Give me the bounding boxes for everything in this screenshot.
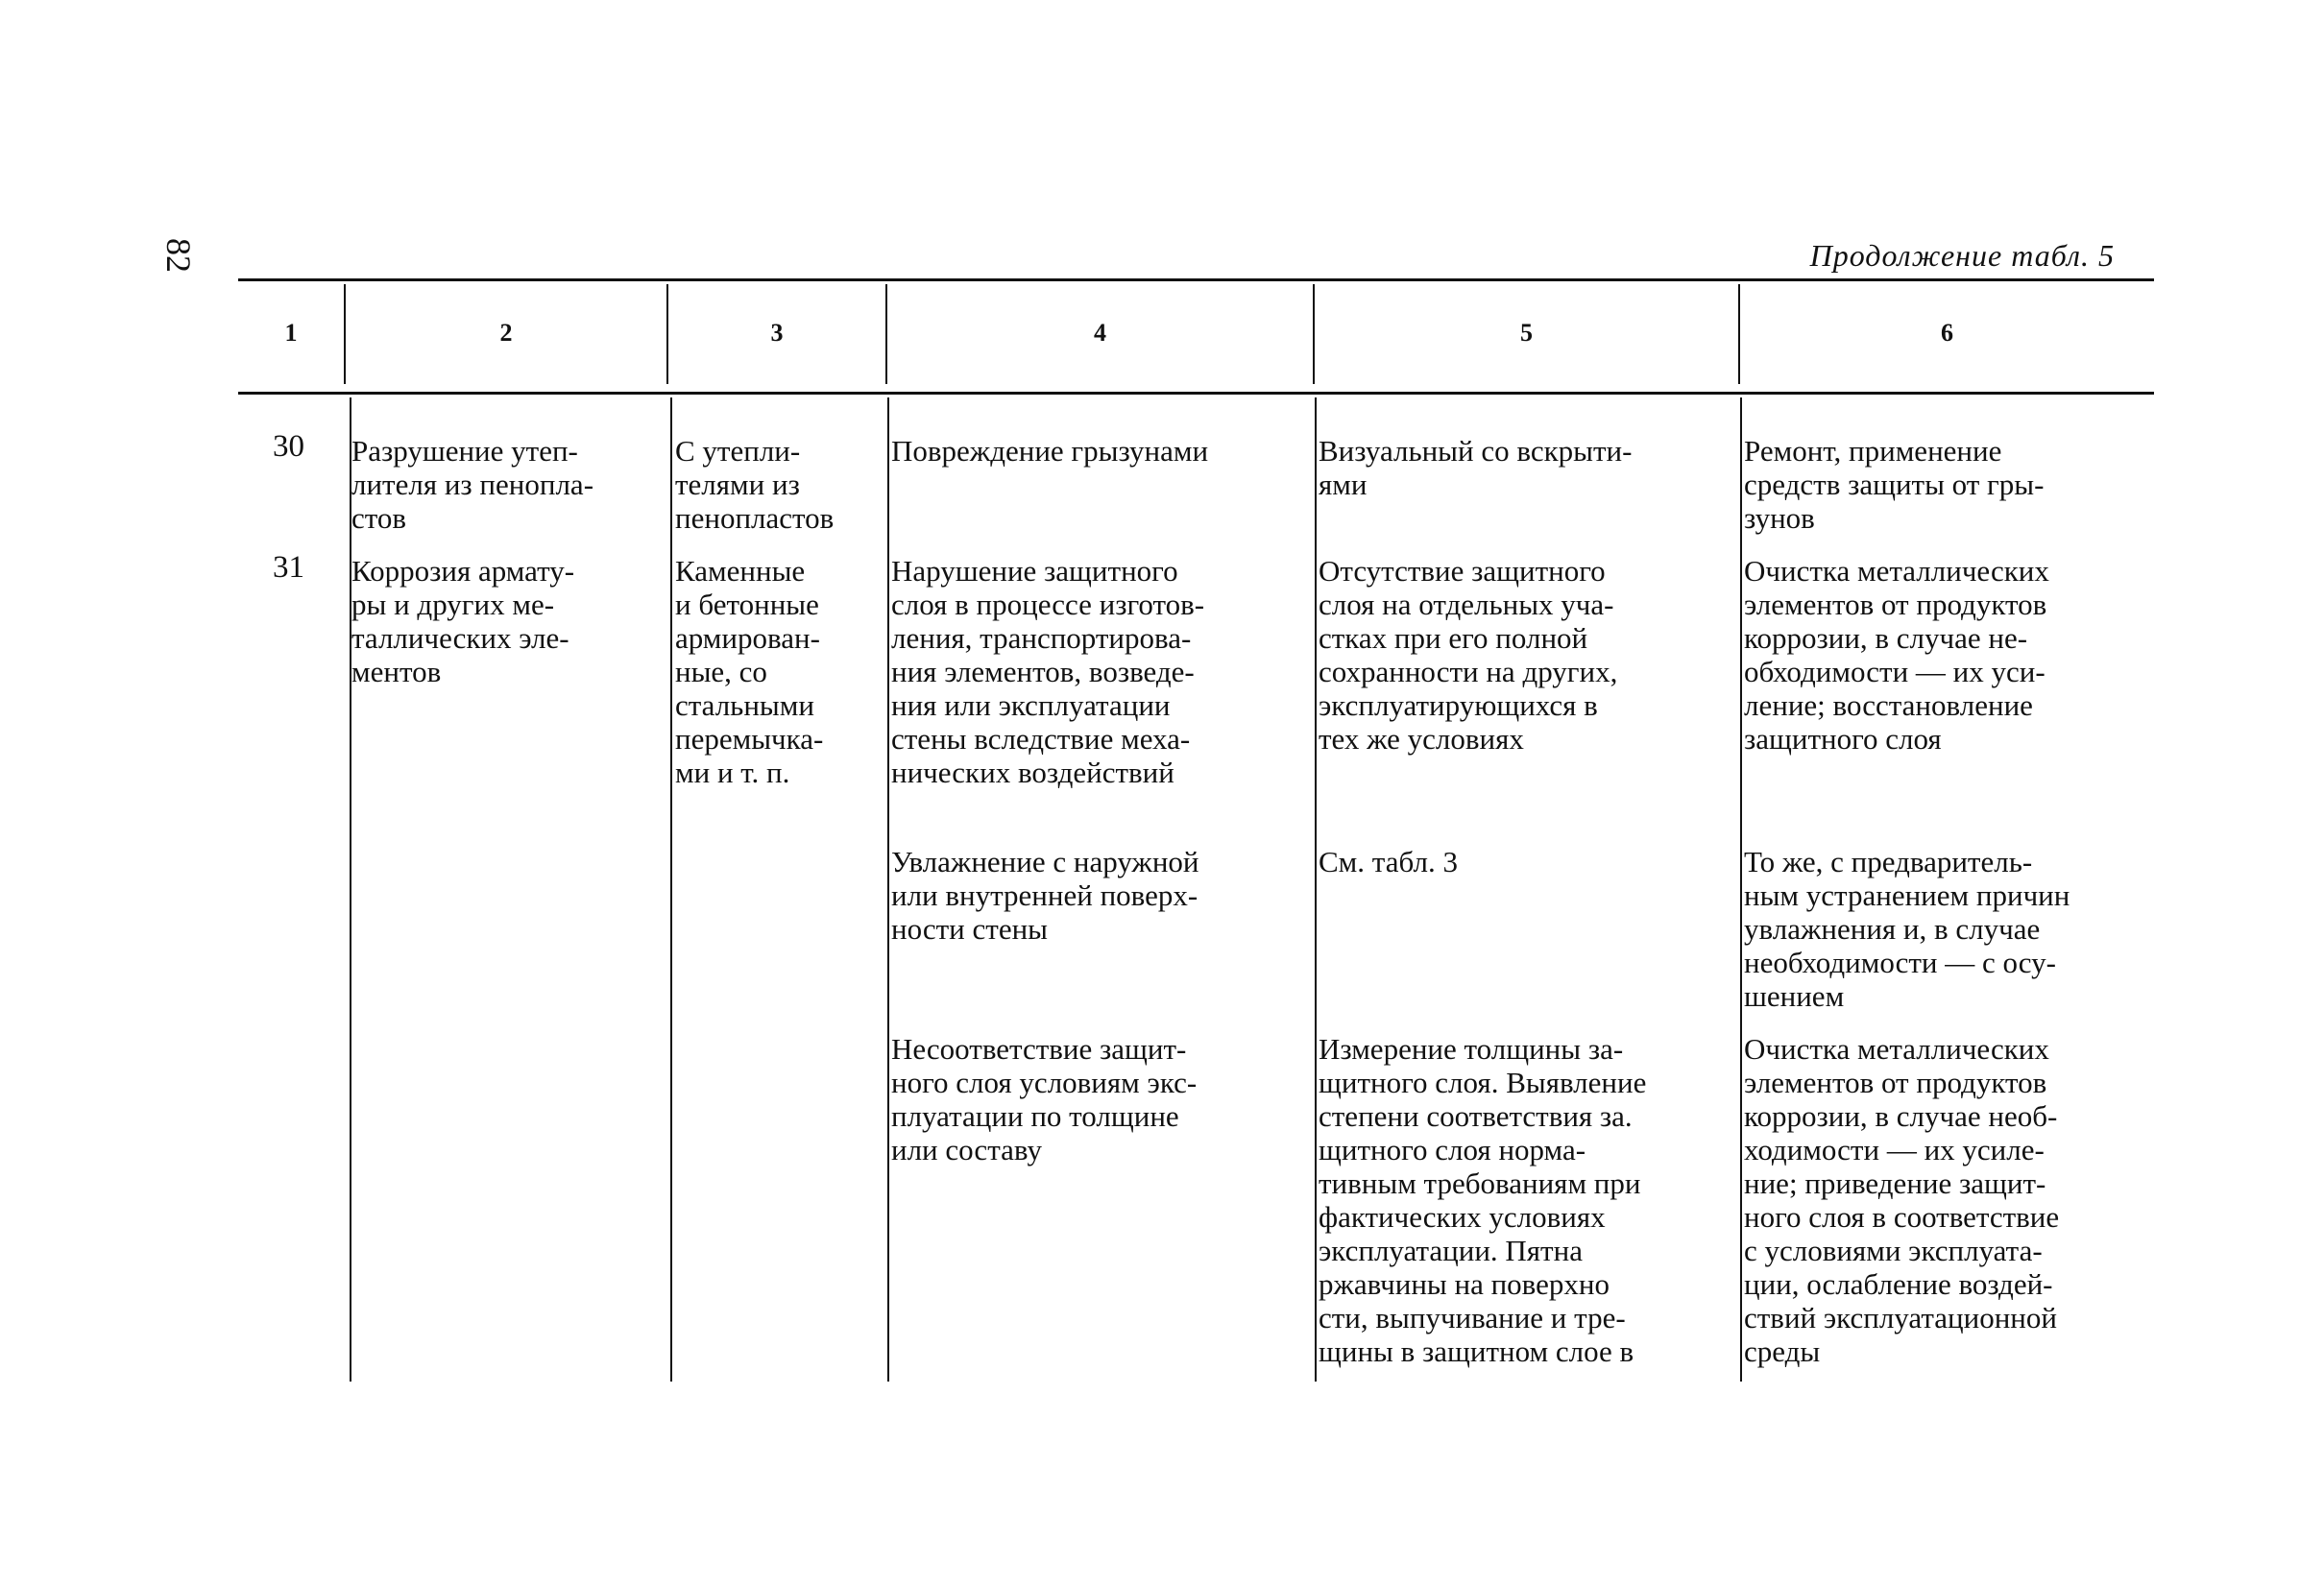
action-cell: Очистка металлических элементов от продуктов коррозии, в случае необ- ходимости — их усиле- ние; приведение защит- ного слоя в соответствие с условиями эксплуата- ции, ослабление воздей- ствий эксплуатационной среды xyxy=(1744,1032,2060,1368)
page-number: 82 xyxy=(159,238,198,273)
column-number: 2 xyxy=(499,319,513,347)
action-cell: То же, с предваритель- ным устранением причин увлажнения и, в случае необходимости — с осу- шением xyxy=(1744,845,2070,1013)
table-header-rule xyxy=(238,392,2154,395)
action-cell: Ремонт, применение средств защиты от гры- зунов xyxy=(1744,434,2045,535)
cause-cell: Несоответствие защит- ного слоя условиям экс- плуатации по толщине или составу xyxy=(891,1032,1198,1166)
column-separator xyxy=(1315,397,1317,1382)
cause-cell: Повреждение грызунами xyxy=(891,434,1209,468)
column-separator xyxy=(887,397,889,1382)
method-cell: Визуальный со вскрыти- ями xyxy=(1319,434,1633,501)
method-cell: Отсутствие защитного слоя на отдельных уча- стках при его полной сохранности на других, эксплуатирующихся в тех же условиях xyxy=(1319,554,1618,756)
table-caption: Продолжение табл. 5 xyxy=(1809,238,2115,273)
column-separator xyxy=(1740,397,1742,1382)
defect-cell: Разрушение утеп- лителя из пенопла- стов xyxy=(351,434,594,535)
row-number: 31 xyxy=(273,550,304,585)
column-number: 1 xyxy=(284,319,298,347)
row-number: 30 xyxy=(273,429,304,464)
cause-cell: Увлажнение с наружной или внутренней поверх- ности стены xyxy=(891,845,1199,946)
column-separator xyxy=(350,397,351,1382)
column-number: 6 xyxy=(1941,319,1953,347)
structure-cell: С утепли- телями из пенопластов xyxy=(675,434,835,535)
column-separator xyxy=(670,397,672,1382)
method-cell: Измерение толщины за- щитного слоя. Выявление степени соответствия за. щитного слоя норма- тивным требованиям при фактических условиях эксплуатации. Пятна ржавчины на поверхно сти, выпучивание и тре- щины в защитном слое в xyxy=(1319,1032,1647,1368)
structure-cell: Каменные и бетонные армирован- ные, со стальными перемычка- ми и т. п. xyxy=(675,554,824,789)
column-number: 3 xyxy=(770,319,784,347)
action-cell: Очистка металлических элементов от продуктов коррозии, в случае не- обходимости — их уси- ление; восстановление защитного слоя xyxy=(1744,554,2049,756)
cause-cell: Нарушение защитного слоя в процессе изготов- ления, транспортирова- ния элементов, возведе- ния или эксплуатации стены вследствие меха- нических воздействий xyxy=(891,554,1205,789)
defect-cell: Коррозия армату- ры и других ме- таллических эле- ментов xyxy=(351,554,575,688)
column-number: 5 xyxy=(1520,319,1533,347)
table-top-rule xyxy=(238,278,2154,281)
column-number: 4 xyxy=(1094,319,1106,347)
method-cell: См. табл. 3 xyxy=(1319,845,1458,878)
